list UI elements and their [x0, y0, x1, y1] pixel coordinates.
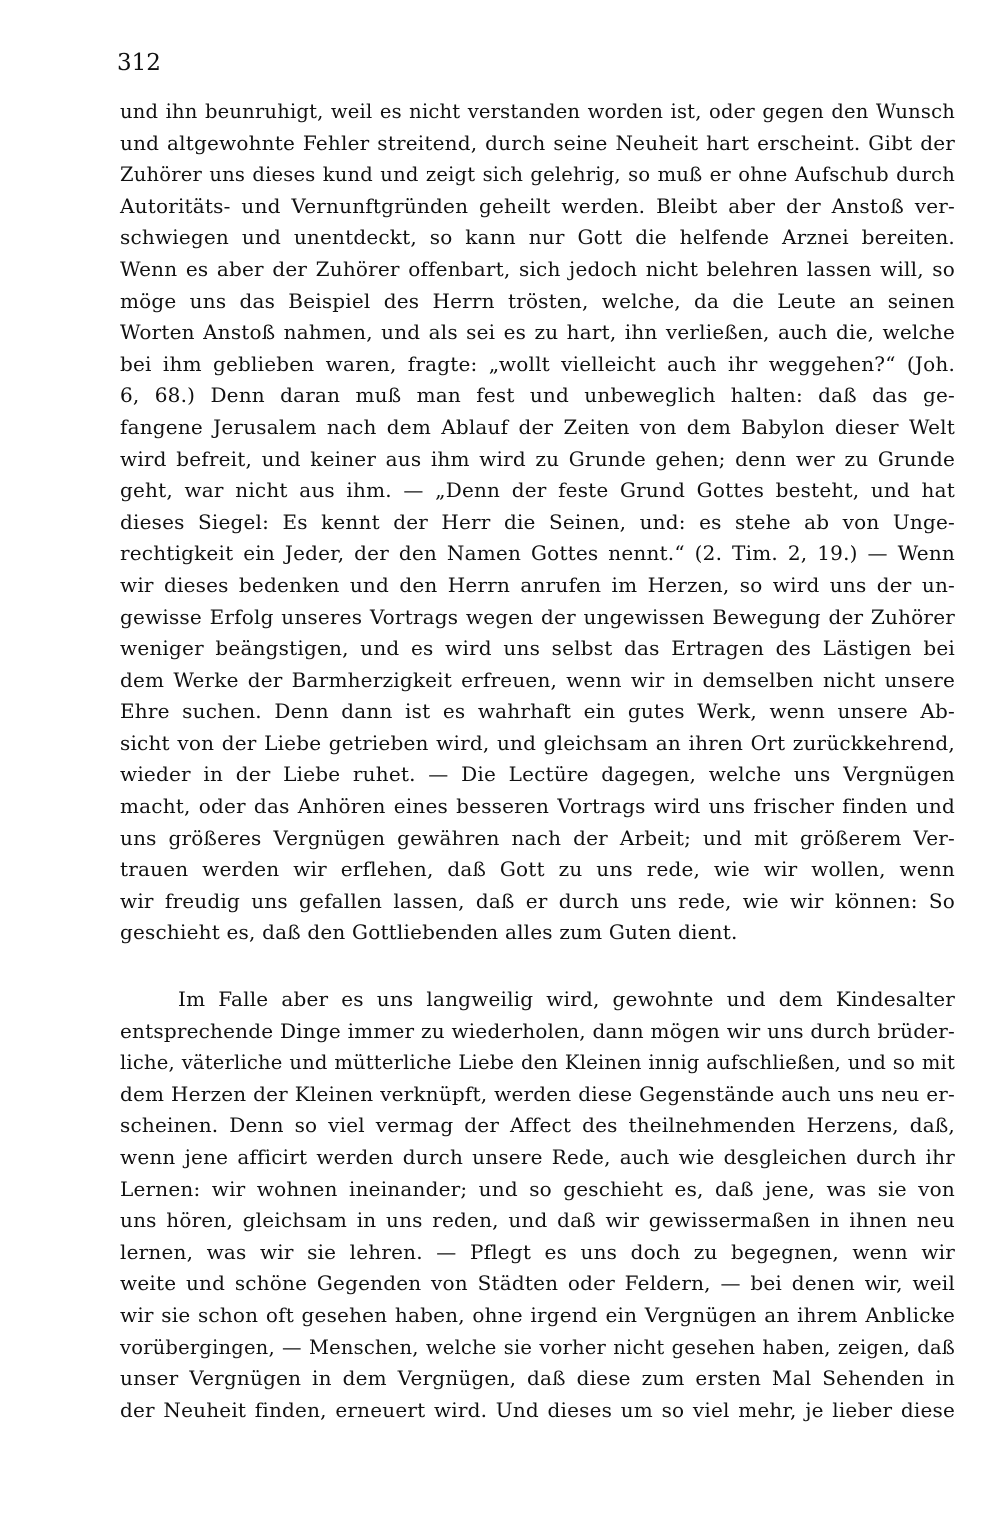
text-line: wir dieses bedenken und den Herrn anrufen im Herzen, so wird uns der un-: [120, 572, 955, 597]
text-line: der Neuheit finden, erneuert wird. Und dieses um so viel mehr, je lieber diese: [120, 1397, 955, 1422]
text-line: möge uns das Beispiel des Herrn trösten, welche, da die Leute an seinen: [120, 288, 955, 313]
text-line: geht, war nicht aus ihm. — „Denn der feste Grund Gottes besteht, und hat: [120, 478, 955, 503]
text-line: lernen, was wir sie lehren. — Pflegt es uns doch zu begegnen, wenn wir: [120, 1239, 955, 1264]
text-line: unser Vergnügen in dem Vergnügen, daß diese zum ersten Mal Sehenden in: [120, 1366, 955, 1391]
text-line: Lernen: wir wohnen ineinander; und so geschieht es, daß jene, was sie von: [120, 1176, 955, 1201]
text-line: weniger beängstigen, und es wird uns selbst das Ertragen des Lästigen bei: [120, 636, 955, 661]
text-line: fangene Jerusalem nach dem Ablauf der Zeiten von dem Babylon dieser Welt: [120, 414, 955, 439]
text-line: dieses Siegel: Es kennt der Herr die Seinen, und: es stehe ab von Unge-: [120, 509, 955, 534]
text-line: uns größeres Vergnügen gewähren nach der Arbeit; und mit größerem Ver-: [120, 825, 955, 850]
text-line: und ihn beunruhigt, weil es nicht verstanden worden ist, oder gegen den Wunsch: [120, 100, 955, 123]
text-line: macht, oder das Anhören eines besseren Vortrags wird uns frischer finden und: [120, 794, 955, 819]
text-line: sicht von der Liebe getrieben wird, und gleichsam an ihren Ort zurückkehrend,: [120, 730, 955, 755]
text-line: Wenn es aber der Zuhörer offenbart, sich jedoch nicht belehren lassen will, so: [120, 256, 955, 281]
text-line: schwiegen und unentdeckt, so kann nur Gott die helfende Arznei bereiten.: [120, 225, 955, 250]
paragraph-2: [120, 984, 955, 1426]
text-line: wieder in der Liebe ruhet. — Die Lectüre dagegen, welche uns Vergnügen: [120, 762, 955, 787]
text-line: wir sie schon oft gesehen haben, ohne irgend ein Vergnügen an ihrem Anblicke: [120, 1302, 955, 1327]
text-line: bei ihm geblieben waren, fragte: „wollt vielleicht auch ihr weggehen?“ (Joh.: [120, 351, 955, 376]
text-line: Ehre suchen. Denn dann ist es wahrhaft ein gutes Werk, wenn unsere Ab-: [120, 699, 955, 724]
text-line: entsprechende Dinge immer zu wiederholen, dann mögen wir uns durch brüder-: [120, 1018, 955, 1043]
text-line: liche, väterliche und mütterliche Liebe den Kleinen innig aufschließen, und so mit: [120, 1051, 955, 1075]
text-line: und altgewohnte Fehler streitend, durch seine Neuheit hart erscheint. Gibt der: [120, 130, 955, 155]
text-line: wird befreit, und keiner aus ihm wird zu Grunde gehen; denn wer zu Grunde: [120, 446, 955, 471]
text-line: vorübergingen, — Menschen, welche sie vorher nicht gesehen haben, zeigen, daß: [120, 1335, 955, 1359]
text-line: 6, 68.) Denn daran muß man fest und unbeweglich halten: daß das ge-: [120, 383, 955, 408]
text-line: Autoritäts- und Vernunftgründen geheilt werden. Bleibt aber der Anstoß ver-: [120, 193, 955, 218]
text-line: Worten Anstoß nahmen, und als sei es zu hart, ihn verließen, auch die, welche: [120, 320, 955, 345]
text-line: dem Herzen der Kleinen verknüpft, werden diese Gegenstände auch uns neu er-: [120, 1081, 955, 1106]
text-line: dem Werke der Barmherzigkeit erfreuen, wenn wir in demselben nicht unsere: [120, 667, 955, 692]
text-line: trauen werden wir erflehen, daß Gott zu uns rede, wie wir wollen, wenn: [120, 857, 955, 882]
text-line: Im Falle aber es uns langweilig wird, gewohnte und dem Kindesalter: [178, 987, 955, 1011]
text-line: gewisse Erfolg unseres Vortrags wegen der ungewissen Bewegung der Zuhörer: [120, 604, 955, 629]
paragraph-1: [120, 96, 955, 949]
text-line: rechtigkeit ein Jeder, der den Namen Gottes nennt.“ (2. Tim. 2, 19.) — Wenn: [120, 541, 955, 566]
text-line: scheinen. Denn so viel vermag der Affect des theilnehmenden Herzens, daß,: [120, 1113, 955, 1138]
text-line: uns hören, gleichsam in uns reden, und daß wir gewissermaßen in ihnen neu: [120, 1208, 955, 1233]
text-line: wir freudig uns gefallen lassen, daß er durch uns rede, wie wir können: So: [120, 888, 955, 913]
text-line: geschieht es, daß den Gottliebenden alles zum Guten dient.: [120, 920, 738, 945]
text-line: weite und schöne Gegenden von Städten oder Feldern, — bei denen wir, weil: [120, 1271, 955, 1296]
page-number: 312: [117, 50, 161, 76]
text-line: wenn jene afficirt werden durch unsere Rede, auch wie desgleichen durch ihr: [120, 1144, 955, 1169]
text-line: Zuhörer uns dieses kund und zeigt sich gelehrig, so muß er ohne Aufschub durch: [120, 163, 955, 187]
